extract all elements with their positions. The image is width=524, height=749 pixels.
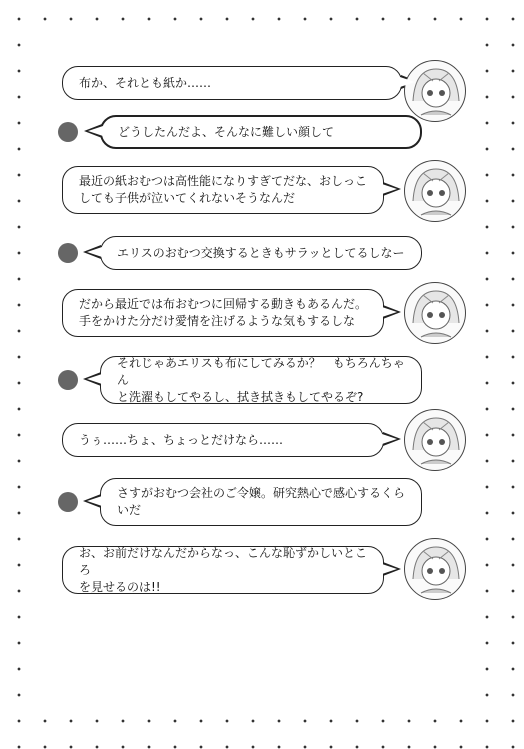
dialogue-text-7: うぅ……ちょ、ちょっとだけなら……	[79, 432, 284, 447]
dialogue-text-8: さすがおむつ会社のご令嬢。研究熱心で感心するくら いだ	[117, 486, 406, 517]
dialogue-text-9: お、お前だけなんだからなっ、こんな恥ずかしいところ を見せるのは!!	[79, 545, 368, 594]
dialogue-bubble-5	[62, 289, 384, 337]
player-marker-2	[58, 122, 78, 142]
dialogue-text-4: エリスのおむつ交換するときもサラッとしてるしなー	[117, 245, 405, 260]
character-avatar-9	[404, 538, 466, 600]
dialogue-text-2: どうしたんだよ、そんなに難しい顔して	[118, 124, 335, 139]
dialogue-text-6: それじゃあエリスも布にしてみるか？ もちろんちゃん と洗濯もしてやるし、拭き拭きもしてやるぞ?	[117, 355, 405, 404]
character-avatar-7	[404, 409, 466, 471]
dialogue-bubble-9	[62, 546, 384, 594]
dialogue-bubble-2	[100, 115, 422, 149]
dialogue-bubble-8	[100, 478, 422, 526]
character-avatar-3	[404, 160, 466, 222]
player-marker-8	[58, 492, 78, 512]
dialogue-bubble-4	[100, 236, 422, 270]
character-avatar-1	[404, 60, 466, 122]
player-marker-6	[58, 370, 78, 390]
dialogue-text-5: だから最近では布おむつに回帰する動きもあるんだ。 手をかけた分だけ愛情を注げるような気もするしな	[79, 297, 368, 328]
character-avatar-5	[404, 282, 466, 344]
dialogue-bubble-1	[62, 66, 402, 100]
dialogue-text-3: 最近の紙おむつは高性能になりすぎてだな、おしっこ しても子供が泣いてくれないそうなんだ	[79, 174, 368, 205]
player-marker-4	[58, 243, 78, 263]
dialogue-bubble-7	[62, 423, 384, 457]
dialogue-bubble-3	[62, 166, 384, 214]
dialogue-text-1: 布か、それとも紙か……	[79, 75, 212, 90]
dialogue-bubble-6	[100, 356, 422, 404]
